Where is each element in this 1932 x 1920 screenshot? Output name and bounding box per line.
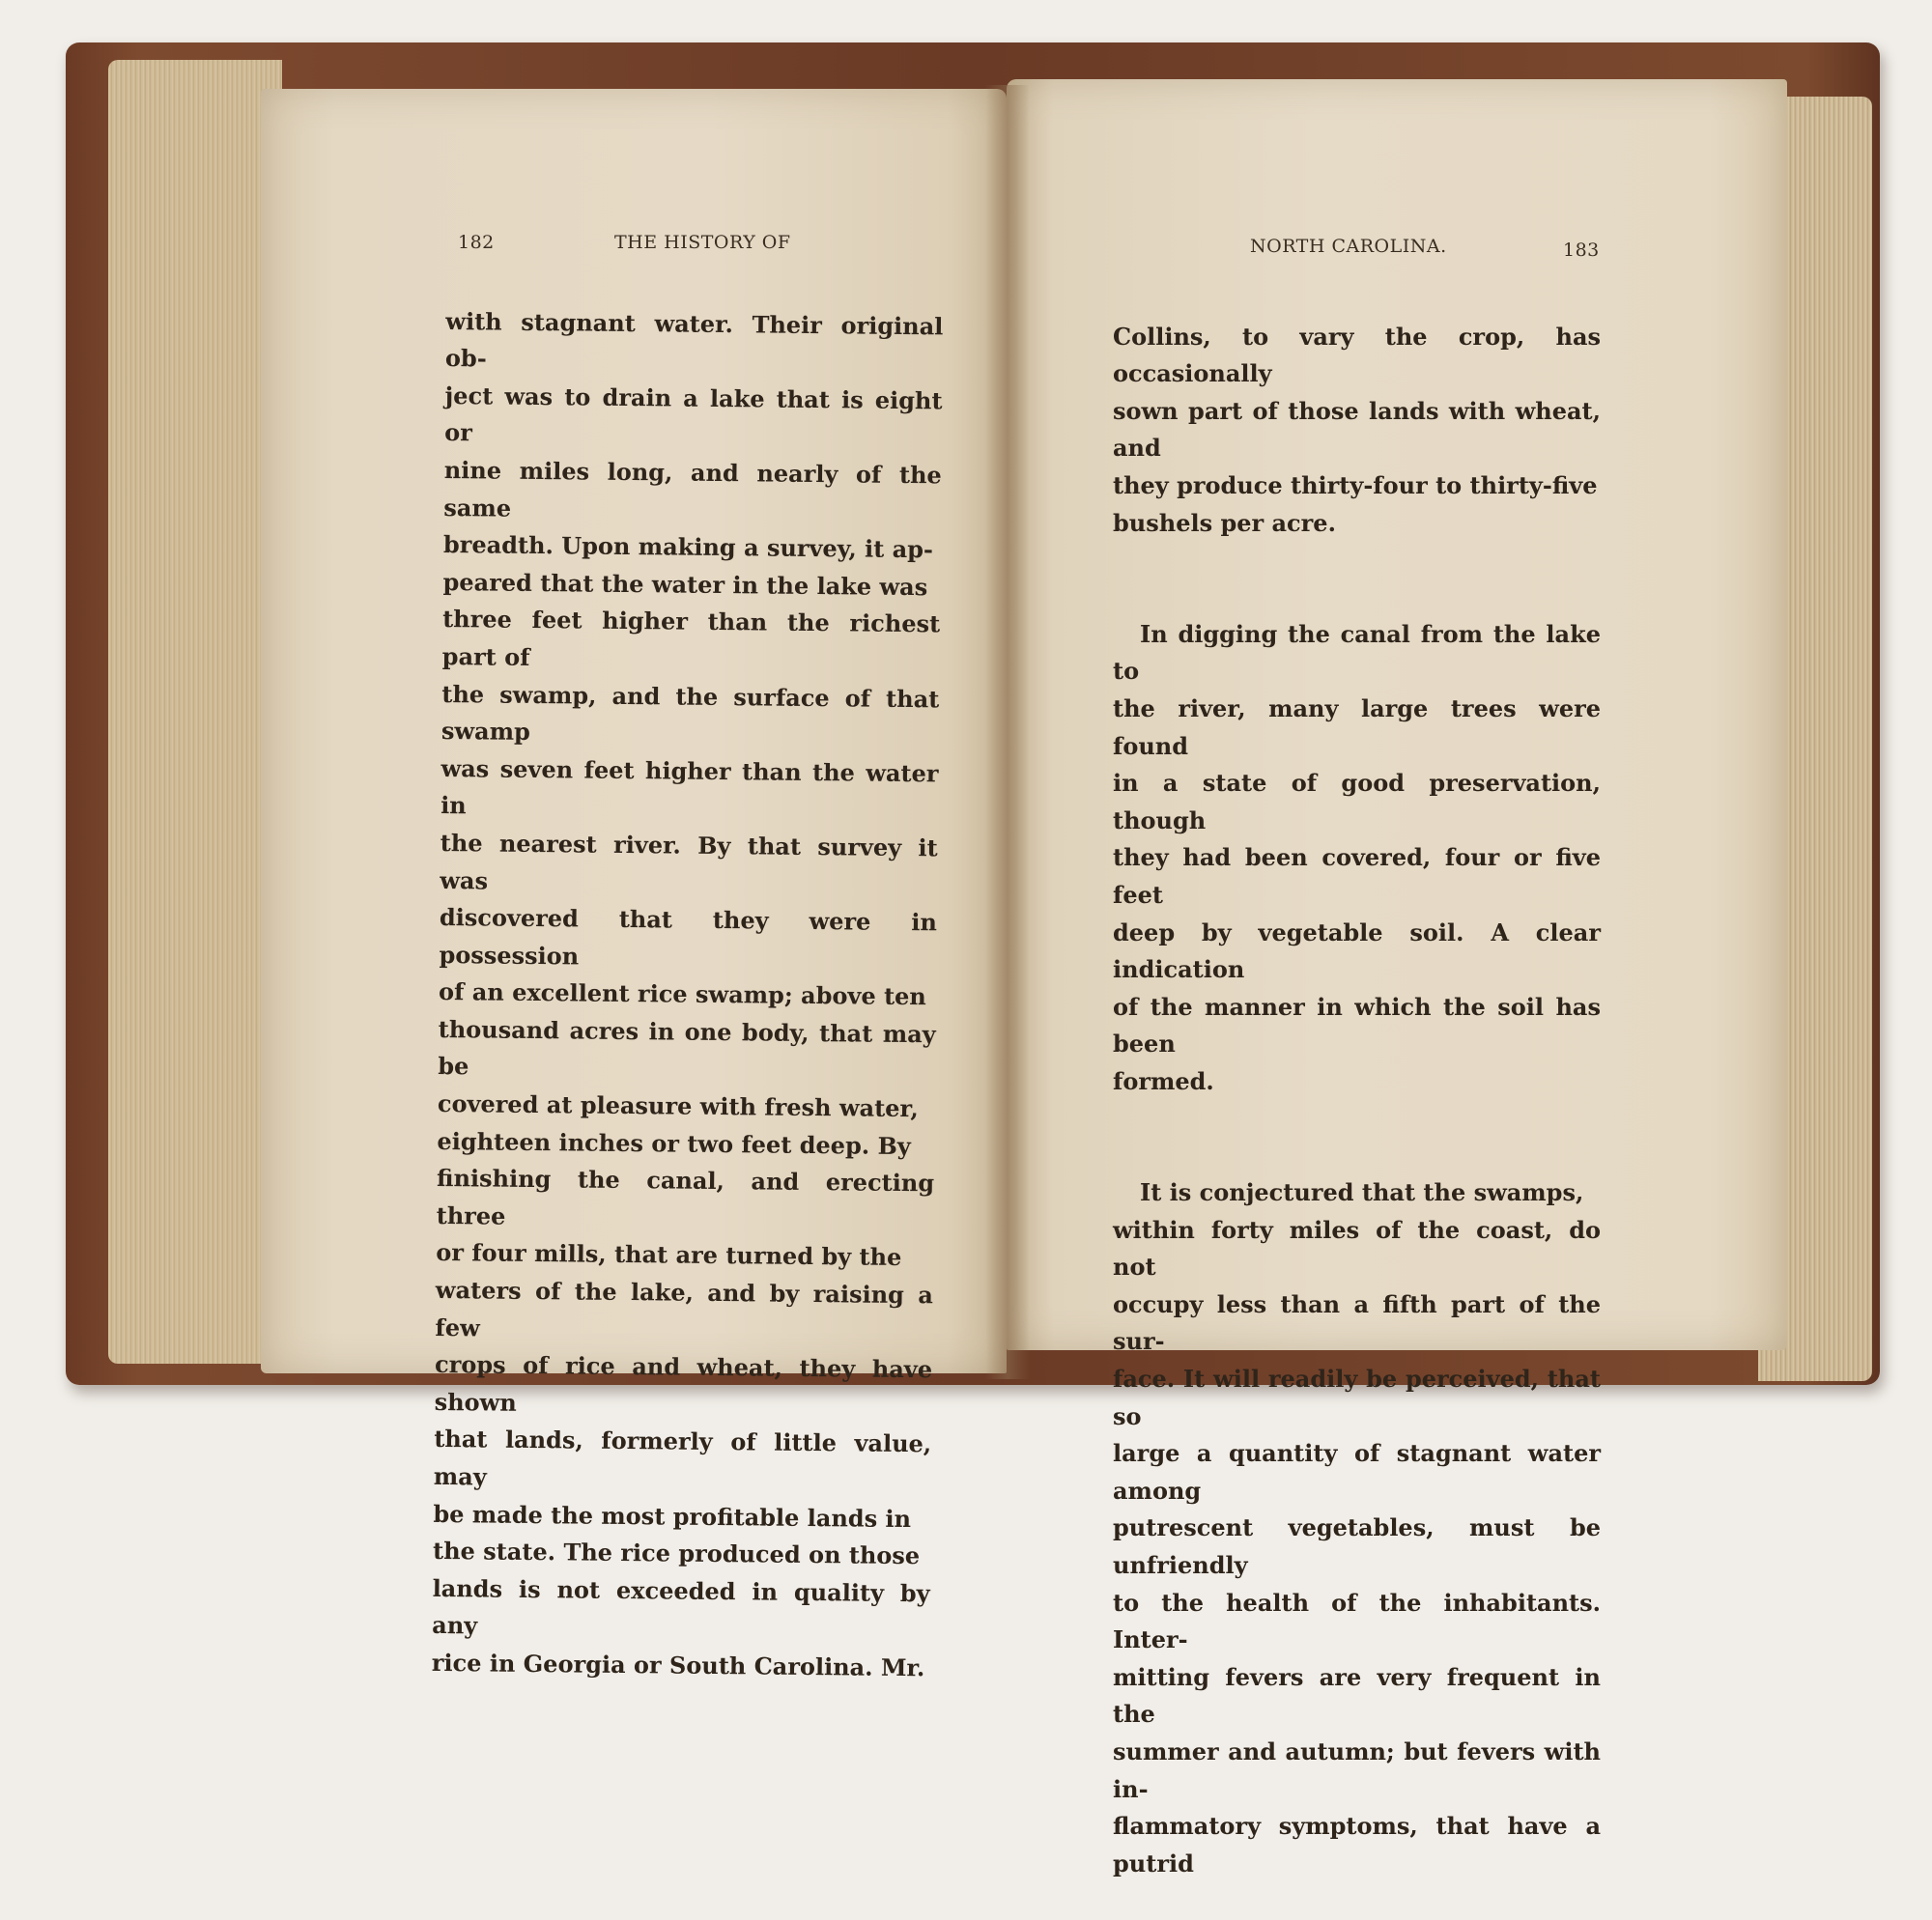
- left-running-head: THE HISTORY OF: [614, 232, 791, 253]
- right-running-head: NORTH CAROLINA.: [1250, 236, 1447, 257]
- paragraph: It is conjectured that the swamps, within forty miles of the coast, do not occupy less than a fifth part of the sur- face. It will readily be perceived, that so large a quantity of stagnant water among putrescent vegetables, must be unfriendly to the health of the inhabitants. Inter- mitting fevers are very frequent in the summer and autumn; but fevers with in- flammatory symptoms, that have a putrid: [1113, 1178, 1601, 1878]
- page-edges-left: [108, 60, 282, 1364]
- paragraph: Collins, to vary the crop, has occasionally sown part of those lands with wheat, and they produce thirty-four to thirty-five bushels per acre.: [1113, 322, 1601, 537]
- right-page-body: [1113, 281, 1601, 1920]
- paragraph: In digging the canal from the lake to the river, many large trees were found in a state of good preservation, though they had been covered, four or five feet deep by vegetable soil. A clear indication of the manner in which the soil has been formed.: [1113, 619, 1601, 1095]
- right-page-number: 183: [1563, 240, 1600, 261]
- left-page-number: 182: [458, 232, 495, 253]
- book-gutter: [985, 85, 1030, 1379]
- paragraph: with stagnant water. Their original ob- ject was to drain a lake that is eight or nine miles long, and nearly of the same breadth. Upon making a survey, it ap- peared that the water in the lake was three feet higher than the richest part of the swamp, and the surface of that swamp was seven feet higher than the water in the nearest river. By that survey it was discovered that they were in possession of an excellent rice swamp; above ten thousand acres in one body, that may be covered at pleasure with fresh water, eighteen inches or two feet deep. By finishing the canal, and erecting three or four mills, that are turned by the waters of the lake, and by raising a few crops of rice and wheat, they have shown that lands, formerly of little value, may be made the most profitable lands in the state. The rice produced on those lands is not exceeded in quality by any rice in Georgia or South Carolina. Mr.: [431, 306, 944, 1682]
- left-page-body: [431, 266, 944, 1724]
